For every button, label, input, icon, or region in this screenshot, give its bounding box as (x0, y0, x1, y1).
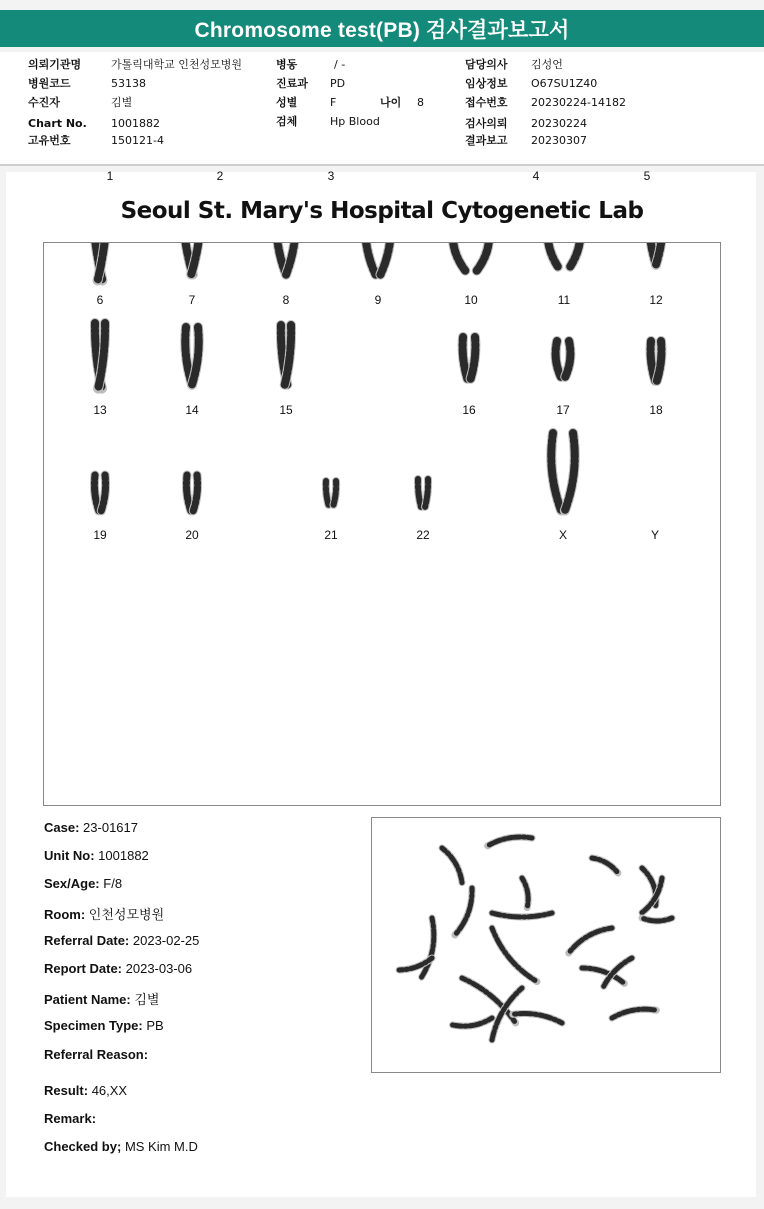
chromosome (185, 475, 191, 511)
info-row-result: Result: 46,XX (44, 1083, 128, 1098)
chromosome (380, 243, 393, 275)
chromosome (545, 243, 558, 267)
chromosome (656, 243, 665, 265)
chromosome (513, 1010, 563, 1023)
info-row-room: Room: 인천성모병원 (44, 907, 165, 922)
metaphase-panel (371, 817, 721, 1073)
info-row-remark: Remark: (44, 1111, 97, 1126)
chromosome-label: 15 (279, 403, 293, 417)
header-label: 검체 (276, 115, 298, 128)
chromosome (101, 475, 107, 511)
header-label: 의뢰기관명 (28, 58, 82, 71)
header-value: 가톨릭대학교 인천성모병원 (111, 58, 243, 71)
chromosome (442, 846, 465, 883)
header-label: 임상정보 (465, 77, 508, 90)
chromosome-label: 19 (93, 528, 107, 542)
chromosome-label: 22 (416, 528, 430, 542)
report-title: Chromosome test(PB) 검사결과보고서 (0, 10, 764, 47)
header-value: / - (334, 58, 346, 71)
chromosome-label: 9 (374, 293, 382, 307)
header-value: 김성언 (531, 58, 563, 71)
chromosome (492, 913, 552, 917)
chromosome-label: 14 (185, 403, 199, 417)
chromosome-label: 6 (96, 293, 104, 307)
chromosome (487, 928, 537, 985)
header-label: 진료과 (276, 77, 308, 90)
chromosome (193, 475, 199, 511)
chromosome (191, 243, 204, 275)
chromosome (566, 924, 612, 953)
patient-header (0, 52, 764, 166)
chromosome-label: 13 (93, 403, 107, 417)
chromosome (422, 918, 438, 978)
chromosome (565, 341, 572, 377)
chromosome (642, 918, 672, 921)
chromosome-label: 17 (556, 403, 570, 417)
metaphase-image (372, 818, 720, 1072)
info-row-case: Case: 23-01617 (44, 820, 138, 835)
header-value: 150121-4 (111, 134, 164, 147)
header-label: 성별 (276, 96, 298, 109)
chromosome (522, 877, 530, 907)
header-value: 20230307 (531, 134, 587, 147)
chromosome (450, 243, 465, 272)
chromosome-label: 11 (557, 293, 571, 307)
chromosome-label: 12 (649, 293, 663, 307)
header-label: 고유번호 (28, 134, 71, 147)
age-value: 8 (417, 96, 424, 109)
header-label: 병동 (276, 58, 298, 71)
chromosome (93, 475, 99, 511)
header-label: 접수번호 (465, 96, 508, 109)
chromosome (477, 243, 492, 272)
chromosome-label: X (558, 528, 567, 542)
chromosome-label: 4 (532, 169, 540, 183)
karyogram-image (44, 243, 720, 805)
chromosome (325, 481, 329, 505)
chromosome (565, 433, 578, 511)
chromosome-label: 20 (185, 528, 199, 542)
header-value: 20230224-14182 (531, 96, 626, 109)
info-row-checked-by: Checked by; MS Kim M.D (44, 1139, 198, 1154)
chromosome (425, 479, 429, 507)
chromosome-label: 1 (106, 169, 114, 183)
header-label: 수진자 (28, 96, 60, 109)
chromosome (461, 337, 467, 379)
info-row-report-date: Report Date: 2023-03-06 (44, 961, 193, 976)
chromosome-label: 2 (216, 169, 224, 183)
chromosome (487, 834, 532, 846)
chromosome-label: 5 (643, 169, 651, 183)
chromosome (192, 327, 201, 385)
chromosome-label: 7 (188, 293, 196, 307)
chromosome (657, 341, 663, 381)
chromosome (362, 243, 375, 275)
info-row-referral-date: Referral Date: 2023-02-25 (44, 933, 200, 948)
chromosome-label: 16 (462, 403, 476, 417)
chromosome (453, 1018, 493, 1029)
chromosome-label: 18 (649, 403, 663, 417)
chromosome (570, 243, 583, 267)
header-label: 결과보고 (465, 134, 508, 147)
chromosome (592, 855, 619, 873)
header-value: 53138 (111, 77, 146, 90)
chromosome (455, 888, 477, 937)
info-row-patient-name: Patient Name: 김별 (44, 992, 160, 1007)
header-label: Chart No. (28, 117, 87, 130)
chromosome (554, 341, 561, 377)
chromosome (333, 481, 337, 505)
info-row-referral-reason: Referral Reason: (44, 1047, 149, 1062)
chromosome (471, 337, 477, 379)
chromosome-label: 8 (282, 293, 290, 307)
header-value: F (330, 96, 337, 109)
header-value: 1001882 (111, 117, 160, 130)
chromosome (98, 243, 110, 281)
header-value: O67SU1Z40 (531, 77, 598, 90)
chromosome (285, 325, 293, 385)
chromosome-label: Y (650, 528, 659, 542)
header-label: 병원코드 (28, 77, 71, 90)
chromosome (548, 433, 561, 511)
lab-title: Seoul St. Mary's Hospital Cytogenetic Lab (120, 198, 644, 224)
info-row-unit: Unit No: 1001882 (44, 848, 149, 863)
header-label: 검사의뢰 (465, 117, 508, 130)
info-row-sex-age: Sex/Age: F/8 (44, 876, 123, 891)
age-label: 나이 (380, 96, 402, 109)
chromosome-label: 3 (327, 169, 335, 183)
chromosome (417, 479, 421, 507)
header-value: 김별 (111, 96, 133, 109)
header-value: Hp Blood (330, 115, 380, 128)
chromosome (286, 243, 299, 275)
chromosome (611, 1006, 656, 1018)
header-label: 담당의사 (465, 58, 508, 71)
header-value: 20230224 (531, 117, 587, 130)
chromosome-label: 10 (464, 293, 478, 307)
info-row-specimen: Specimen Type: PB (44, 1018, 164, 1033)
header-value: PD (330, 77, 346, 90)
chromosome-label: 21 (324, 528, 338, 542)
